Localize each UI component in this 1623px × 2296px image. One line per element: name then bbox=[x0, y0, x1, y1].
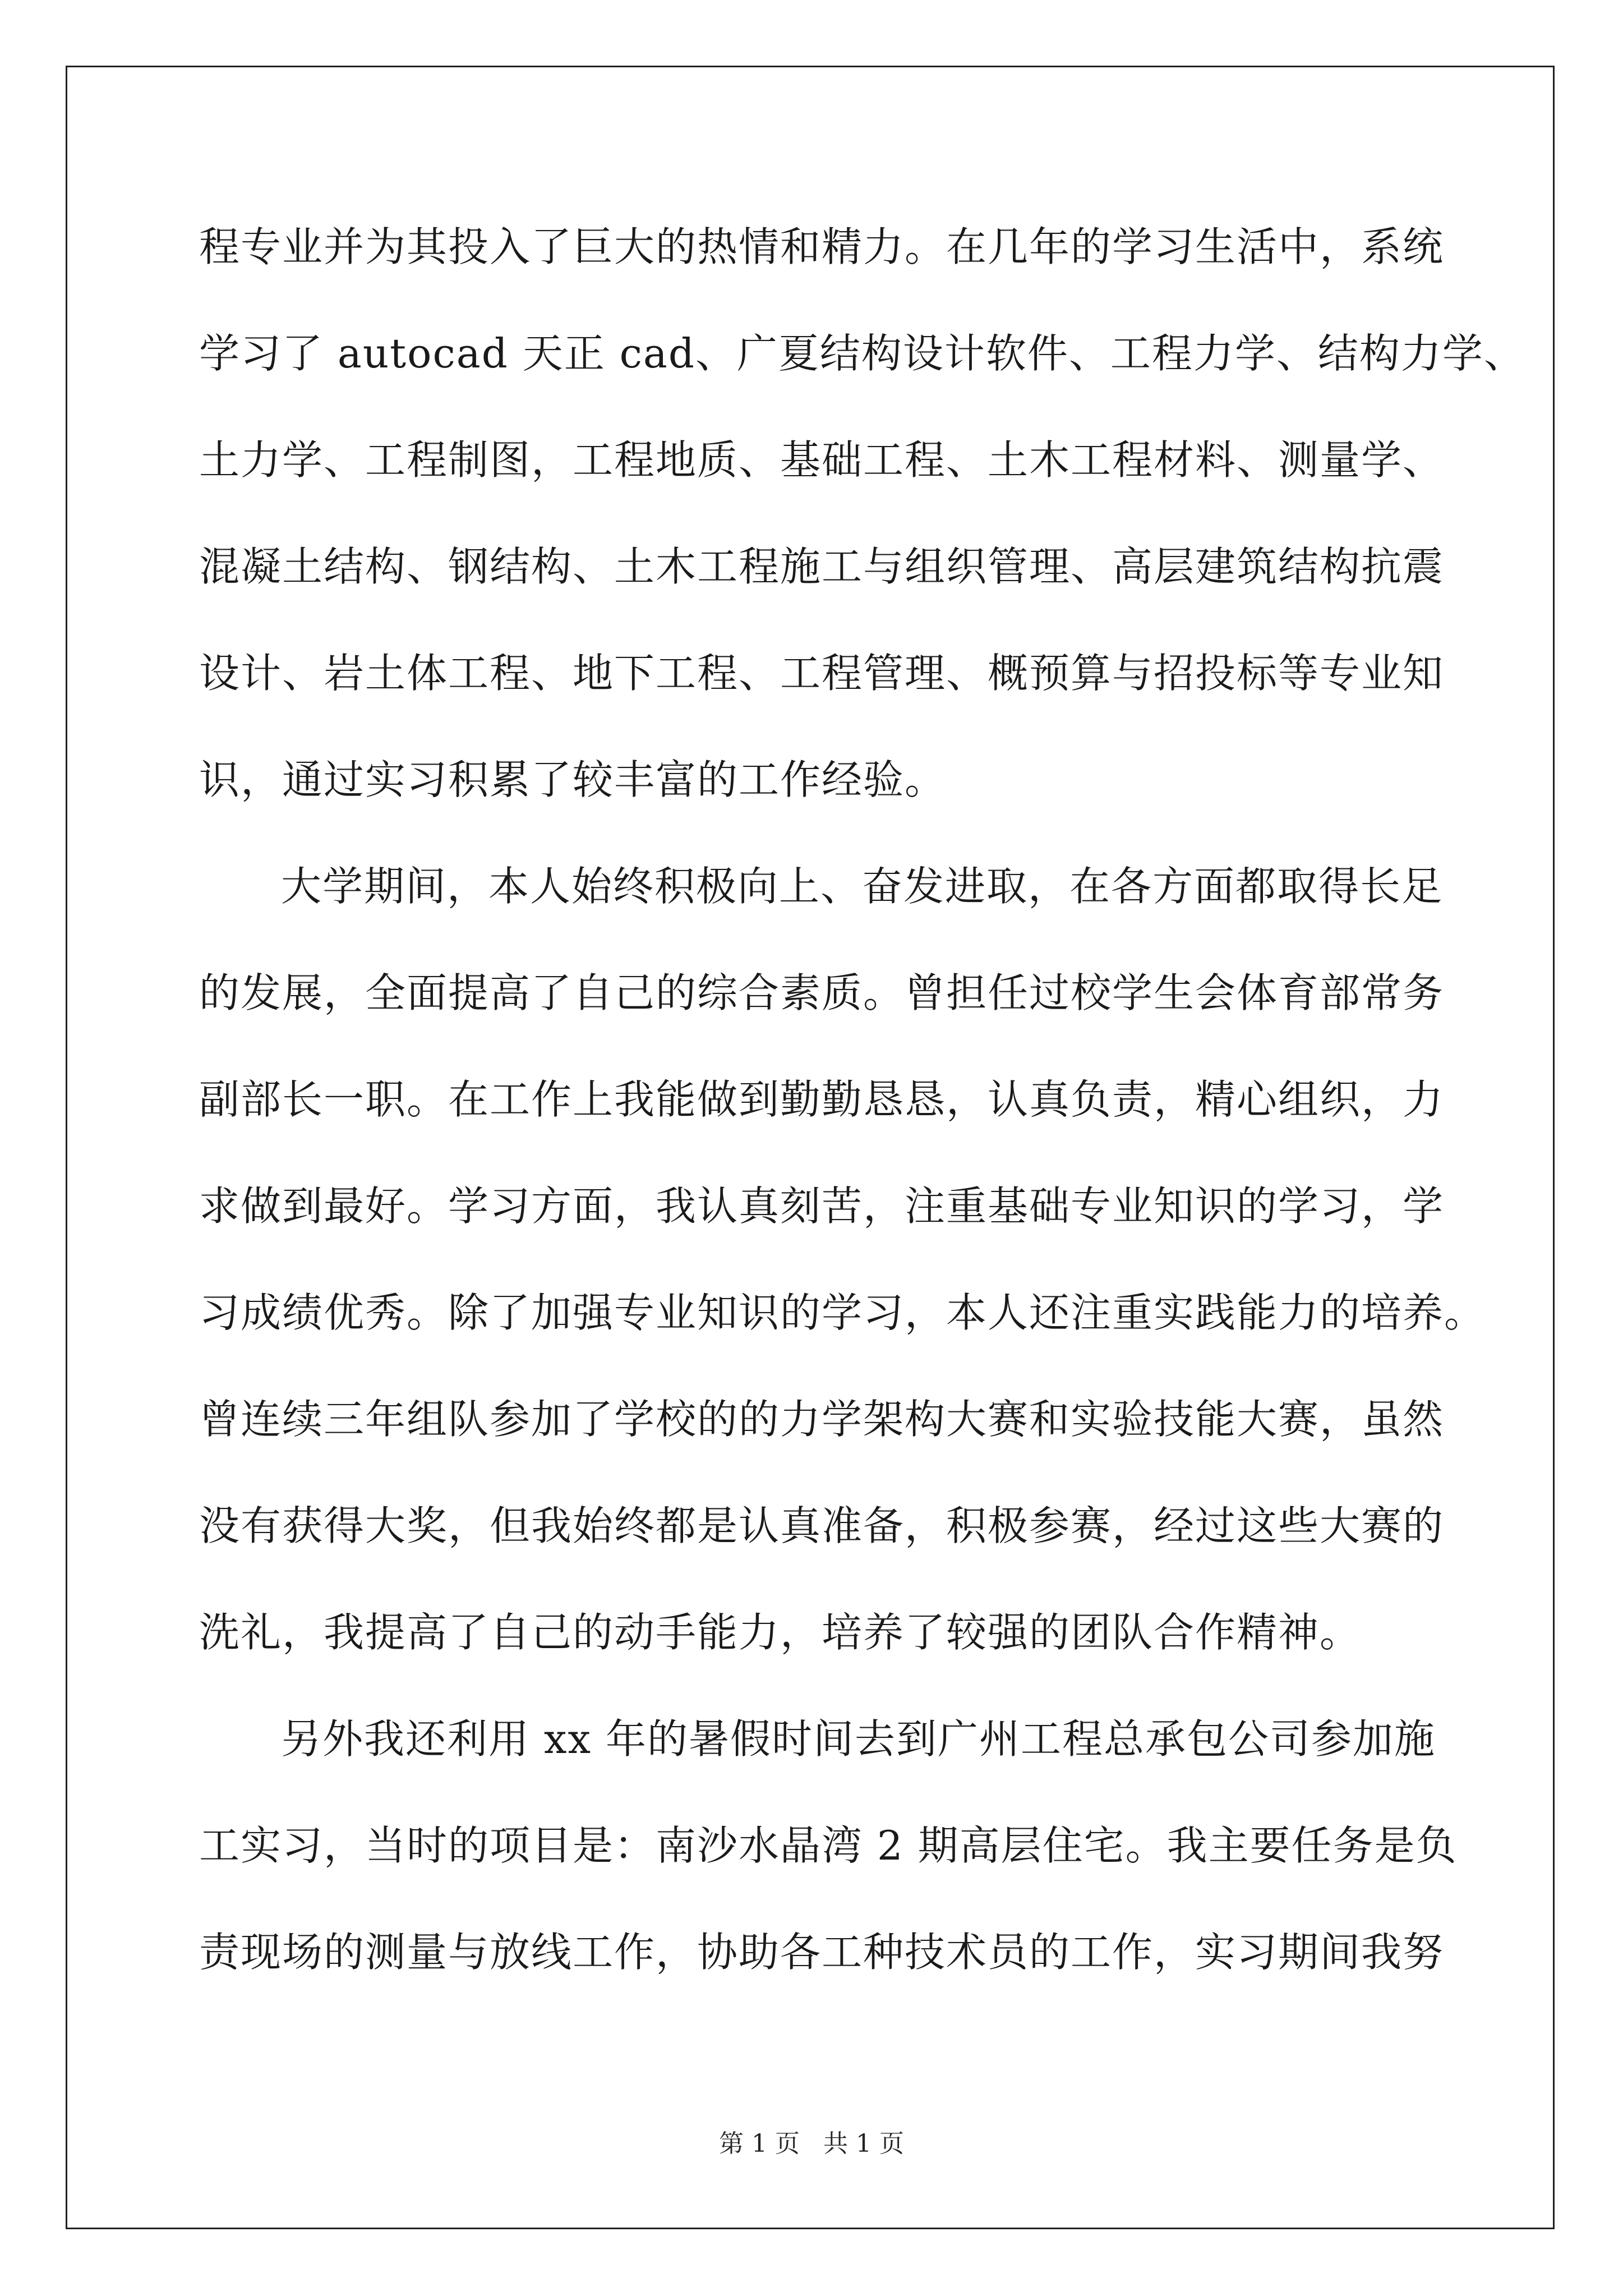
text-line: 习成绩优秀。除了加强专业知识的学习，本人还注重实践能力的培养。 bbox=[199, 1289, 1486, 1336]
text-line: 的发展，全面提高了自己的综合素质。曾担任过校学生会体育部常务 bbox=[199, 969, 1445, 1016]
paragraph-first-line: 大学期间，本人始终积极向上、奋发进取，在各方面都取得长足 bbox=[281, 863, 1444, 910]
paragraph-first-line: 另外我还利用 xx 年的暑假时间去到广州工程总承包公司参加施 bbox=[281, 1715, 1436, 1763]
text-line: 曾连续三年组队参加了学校的的力学架构大赛和实验技能大赛，虽然 bbox=[199, 1396, 1445, 1443]
page-number-footer: 第 1 页 共 1 页 bbox=[719, 2129, 904, 2158]
text-line: 工实习，当时的项目是：南沙水晶湾 2 期高层住宅。我主要任务是负 bbox=[199, 1822, 1458, 1869]
text-line: 责现场的测量与放线工作，协助各工种技术员的工作，实习期间我努 bbox=[199, 1929, 1445, 1976]
text-line: 洗礼，我提高了自己的动手能力，培养了较强的团队合作精神。 bbox=[199, 1609, 1362, 1656]
text-line: 土力学、工程制图，工程地质、基础工程、土木工程材料、测量学、 bbox=[199, 436, 1445, 484]
text-line: 学习了 autocad 天正 cad、广夏结构设计软件、工程力学、结构力学、 bbox=[199, 330, 1525, 377]
text-line: 识，通过实习积累了较丰富的工作经验。 bbox=[199, 756, 947, 803]
text-line: 没有获得大奖，但我始终都是认真准备，积极参赛，经过这些大赛的 bbox=[199, 1502, 1445, 1549]
text-line: 副部长一职。在工作上我能做到勤勤恳恳，认真负责，精心组织，力 bbox=[199, 1076, 1445, 1123]
document-body bbox=[199, 216, 1525, 2028]
text-line: 求做到最好。学习方面，我认真刻苦，注重基础专业知识的学习，学 bbox=[199, 1182, 1445, 1230]
text-line: 程专业并为其投入了巨大的热情和精力。在几年的学习生活中，系统 bbox=[199, 223, 1445, 270]
text-line: 混凝土结构、钢结构、土木工程施工与组织管理、高层建筑结构抗震 bbox=[199, 543, 1445, 590]
text-line: 设计、岩土体工程、地下工程、工程管理、概预算与招投标等专业知 bbox=[199, 650, 1445, 697]
